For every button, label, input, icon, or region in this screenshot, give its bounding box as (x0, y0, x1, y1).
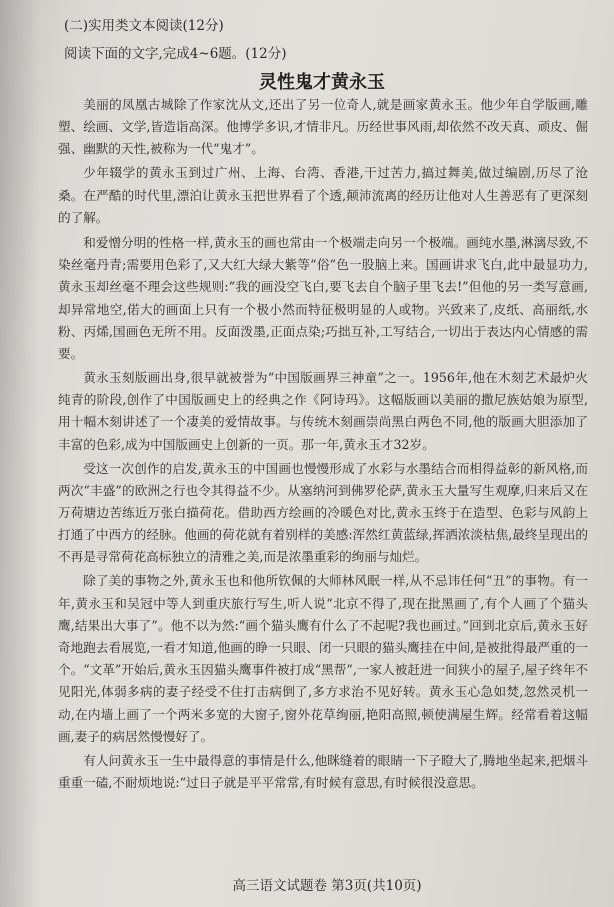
paragraph-2: 少年辍学的黄永玉到过广州、上海、台湾、香港,干过苦力,搞过舞美,做过编剧,历尽了沧桑。在严酷的时代里,漂泊让黄永玉把世界看了个透,颠沛流离的经历让他对人生善恶有了更深刻的了解。 (58, 165, 588, 225)
page-footer: 高三语文试题卷 第3页(共10页) (232, 878, 422, 894)
paragraph-4: 黄永玉刻版画出身,很早就被誉为“中国版画界三神童”之一。1956年,他在木刻艺术最炉火纯青的阶段,创作了中国版画史上的经典之作《阿诗玛》。这幅版画以美丽的撒尼族姑娘为原型,用十幅木刻讲述了一个凄美的爱情故事。与传统木刻画崇尚黑白两色不同,他的版画大胆添加了丰富的色彩,成为中国版画史上创新的一页。那一年,黄永玉才32岁。 (58, 370, 588, 452)
paragraph-3: 和爱憎分明的性格一样,黄永玉的画也常由一个极端走向另一个极端。画纯水墨,淋漓尽致,不染丝毫丹青;需要用色彩了,又大红大绿大紫等“俗”色一股脑上来。国画讲求飞白,此中最显功力,黄永玉却丝毫不理会这些规则:“我的画没空飞白,要飞去自个脑子里飞去!”但他的另一类写意画,却异常地空,偌大的画面上只有一个极小然而特征极明显的人或物。兴致来了,皮纸、高丽纸,水粉、丙烯,国画色无所不用。反面泼墨,正面点染;巧拙互补,工写结合,一切出于表达内心情感的需要。 (58, 235, 588, 362)
paragraph-7: 有人问黄永玉一生中最得意的事情是什么,他眯缝着的眼睛一下子瞪大了,腾地坐起来,把烟斗重重一磕,不耐烦地说:“过日子就是平平常常,有时候有意思,有时候很没意思。 (58, 752, 588, 791)
article-title: 灵性鬼才黄永玉 (259, 72, 385, 93)
article-body (58, 94, 588, 796)
question-instruction: 阅读下面的文字,完成4~6题。(12分) (64, 46, 287, 62)
page-shadow (0, 0, 40, 907)
paragraph-5: 受这一次创作的启发,黄永玉的中国画也慢慢形成了水彩与水墨结合而相得益彰的新风格,而两次“丰盛”的欧洲之行也令其得益不少。从塞纳河到佛罗伦萨,黄永玉大量写生观摩,归来后又在万荷塘边苦练近万张白描荷花。借助西方绘画的冷暖色对比,黄永玉终于在造型、色彩与风韵上打通了中西方的经脉。他画的荷花就有着别样的美感:浑然红黄蓝绿,挥洒浓淡枯焦,最终呈现出的不再是寻常荷花高标独立的清雅之美,而是浓墨重彩的绚丽与灿烂。 (58, 460, 588, 565)
paragraph-6: 除了美的事物之外,黄永玉也和他所钦佩的大师林风眠一样,从不忌讳任何“丑”的事物。有一年,黄永玉和吴冠中等人到重庆旅行写生,听人说“北京不得了,现在批黑画了,有个人画了个猫头鹰,结果出大事了”。他不以为然:“画个猫头鹰有什么了不起呢?我也画过。”回到北京后,黄永玉好奇地跑去看展览,一看才知道,他画的睁一只眼、闭一只眼的猫头鹰挂在中间,是被批得最严重的一个。“文革”开始后,黄永玉因猫头鹰事件被打成“黑帮”,一家人被赶进一间狭小的屋子,屋子终年不见阳光,体弱多病的妻子经受不住打击病倒了,多方求治不见好转。黄永玉心急如焚,忽然灵机一动,在内墙上画了一个两米多宽的大窗子,窗外花草绚丽,艳阳高照,顿使满屋生辉。经常看着这幅画,妻子的病居然慢慢好了。 (58, 573, 588, 744)
paragraph-1: 美丽的凤凰古城除了作家沈从文,还出了另一位奇人,就是画家黄永玉。他少年自学版画,雕塑、绘画、文学,皆造诣高深。他博学多识,才情非凡。历经世事风雨,却依然不改天真、顽皮、倔强、幽默的天性,被称为一代“鬼才”。 (58, 97, 588, 157)
section-heading: (二)实用类文本阅读(12分) (64, 18, 224, 34)
